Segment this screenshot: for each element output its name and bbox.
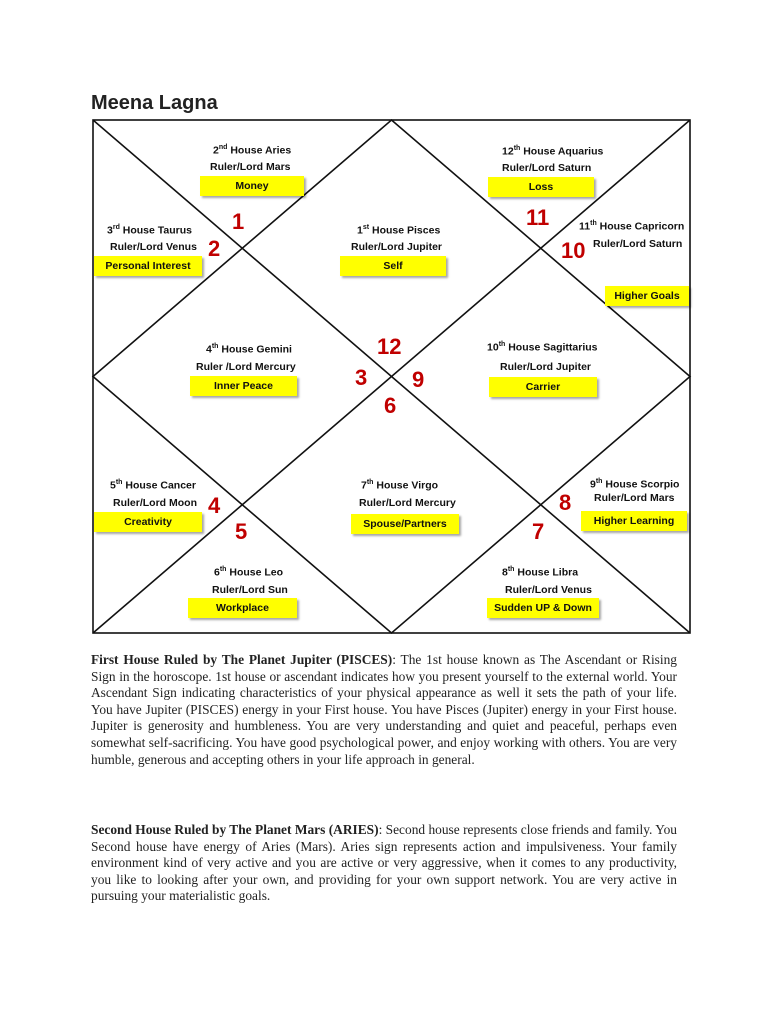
house-3-label	[107, 221, 192, 238]
house-1-label	[357, 221, 440, 238]
house-sign: House Capricorn	[596, 220, 685, 233]
house-4-meaning: Inner Peace	[190, 376, 297, 396]
house-10-meaning: Carrier	[489, 377, 597, 397]
house-7-ruler: Ruler/Lord Mercury	[359, 497, 456, 509]
house-number-5: 5	[235, 519, 248, 544]
ordinal-suffix: th	[590, 220, 597, 227]
house-12-label	[502, 142, 603, 159]
house-1-meaning: Self	[340, 256, 446, 276]
house-11-label	[579, 217, 684, 234]
house-sign: House Aries	[227, 144, 292, 157]
house-8-label	[502, 563, 578, 580]
ordinal-number: 4	[206, 343, 212, 356]
second-house-paragraph	[91, 822, 677, 905]
ordinal-number: 5	[110, 479, 116, 492]
house-5-ruler: Ruler/Lord Moon	[113, 497, 197, 509]
ordinal-number: 6	[214, 566, 220, 579]
house-sign: House Aquarius	[520, 145, 604, 158]
house-sign: House Gemini	[218, 343, 292, 356]
house-6-label	[214, 563, 283, 580]
house-number-3: 3	[355, 365, 368, 390]
house-sign: House Taurus	[119, 224, 192, 237]
house-11-ruler: Ruler/Lord Saturn	[593, 238, 683, 250]
ordinal-suffix: th	[595, 478, 603, 485]
house-6-ruler: Ruler/Lord Sun	[212, 584, 288, 596]
house-3-meaning: Personal Interest	[94, 256, 202, 276]
house-5-meaning: Creativity	[94, 512, 202, 532]
ordinal-number: 7	[361, 479, 367, 492]
house-sign: House Virgo	[373, 479, 439, 492]
house-7-label	[361, 476, 438, 493]
house-sign: House Scorpio	[602, 478, 680, 491]
house-10-ruler: Ruler/Lord Jupiter	[500, 361, 592, 373]
ordinal-suffix: th	[115, 479, 123, 486]
house-12-meaning: Loss	[488, 177, 594, 197]
house-9-meaning: Higher Learning	[581, 511, 687, 531]
house-number-7: 7	[532, 519, 545, 544]
house-3-ruler: Ruler/Lord Venus	[110, 241, 197, 253]
house-12-ruler: Ruler/Lord Saturn	[502, 162, 592, 174]
house-9-label	[590, 475, 679, 492]
ordinal-number: 9	[590, 478, 596, 491]
house-number-9: 9	[412, 367, 425, 392]
paragraph-heading: Second House Ruled by The Planet Mars (ARIES)	[91, 822, 379, 837]
house-2-meaning: Money	[200, 176, 304, 196]
ordinal-suffix: th	[366, 479, 374, 486]
house-2-label	[213, 141, 291, 158]
ordinal-suffix: nd	[218, 144, 228, 151]
house-number-8: 8	[559, 490, 572, 515]
house-5-label	[110, 476, 196, 493]
ordinal-suffix: rd	[112, 224, 120, 231]
house-number-11: 11	[526, 205, 550, 230]
house-number-4: 4	[208, 493, 221, 518]
ordinal-suffix: th	[219, 566, 227, 573]
ordinal-number: 10	[487, 341, 499, 354]
ordinal-suffix: th	[513, 145, 521, 152]
ordinal-suffix: th	[211, 343, 219, 350]
house-sign: House Pisces	[369, 224, 441, 237]
house-10-label	[487, 338, 598, 355]
page-title: Meena Lagna	[91, 92, 218, 114]
ordinal-number: 8	[502, 566, 508, 579]
house-6-meaning: Workplace	[188, 598, 297, 618]
house-4-ruler: Ruler /Lord Mercury	[196, 361, 296, 373]
ordinal-number: 12	[502, 145, 514, 158]
house-sign: House Leo	[226, 566, 284, 579]
house-sign: House Sagittarius	[505, 341, 598, 354]
house-8-meaning: Sudden UP & Down	[487, 598, 599, 618]
ordinal-number: 1	[357, 224, 363, 237]
house-2-ruler: Ruler/Lord Mars	[210, 161, 291, 173]
house-4-label	[206, 340, 292, 357]
house-number-6: 6	[384, 393, 397, 418]
house-9-ruler: Ruler/Lord Mars	[594, 492, 675, 504]
house-7-meaning: Spouse/Partners	[351, 514, 459, 534]
ordinal-suffix: st	[362, 224, 370, 231]
ordinal-number: 11	[579, 220, 591, 233]
ordinal-number: 2	[213, 144, 219, 157]
ordinal-suffix: th	[498, 341, 506, 348]
house-1-ruler: Ruler/Lord Jupiter	[351, 241, 443, 253]
paragraph-body: : Second house represents close friends and family. You Second house have energy of Aries (Mars). Aries sign represents action and impulsiveness. Your family environment kind of very active and you are active or very aggressive, when it comes to any productivity, you like to looking after your own, and providing for your own support network. You are very active in pursuing your materialistic goals.	[91, 822, 677, 904]
paragraph-heading: First House Ruled by The Planet Jupiter (PISCES)	[91, 652, 393, 667]
paragraph-body: : The 1st house known as The Ascendant or Rising Sign in the horoscope. 1st house or ascendant indicates how you present yourself to the external world. Your Ascendant Sign indicating characteristics of your physical appearance as well it sets the path of your life. You have Jupiter (PISCES) energy in your First house. You have Pisces (Jupiter) energy in your First house. Jupiter is generosity and humbleness. You are very understanding and quiet and peaceful, perhaps even somewhat self-sacrificing. You have good psychological power, and enjoy working with others. You are very humble, generous and accepting others in your life approach in general.	[91, 652, 677, 767]
house-sign: House Libra	[514, 566, 579, 579]
first-house-paragraph	[91, 652, 677, 768]
ordinal-number: 3	[107, 224, 113, 237]
house-number-1: 1	[232, 209, 245, 234]
house-number-10: 10	[561, 238, 586, 263]
house-number-12: 12	[377, 334, 402, 359]
house-sign: House Cancer	[122, 479, 196, 492]
ordinal-suffix: th	[507, 566, 515, 573]
house-number-2: 2	[208, 236, 221, 261]
house-11-meaning: Higher Goals	[605, 286, 689, 306]
house-8-ruler: Ruler/Lord Venus	[505, 584, 592, 596]
